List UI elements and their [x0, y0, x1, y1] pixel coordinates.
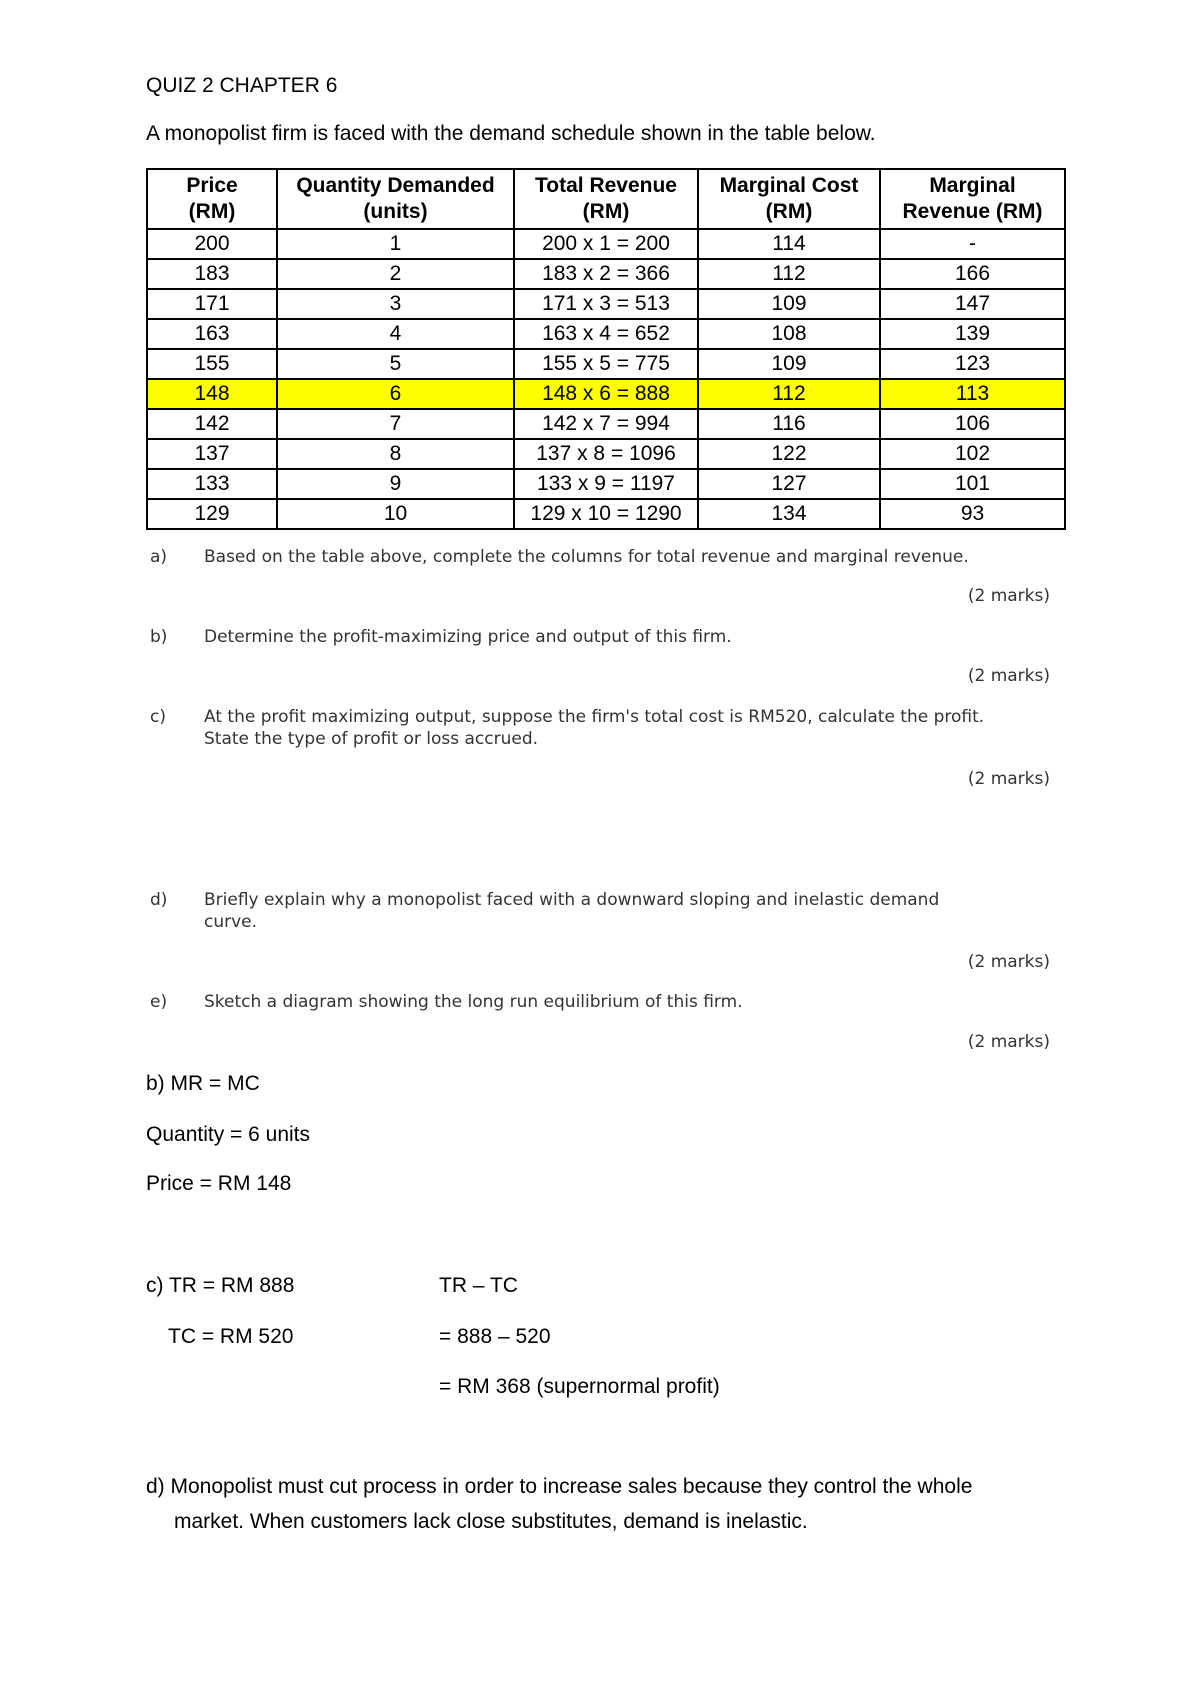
answer-d-line1: d) Monopolist must cut process in order to increase sales because they control the whole	[146, 1475, 973, 1498]
cell-total-revenue: 200 x 1 = 200	[514, 229, 698, 259]
cell-marginal-cost: 112	[698, 379, 880, 409]
cell-total-revenue: 163 x 4 = 652	[514, 319, 698, 349]
cell-marginal-cost: 109	[698, 289, 880, 319]
answer-b-line3: Price = RM 148	[146, 1172, 292, 1195]
cell-price: 171	[147, 289, 277, 319]
cell-marginal-cost: 127	[698, 469, 880, 499]
cell-marginal-cost: 114	[698, 229, 880, 259]
cell-marginal-cost: 134	[698, 499, 880, 529]
question-e-label: e)	[150, 992, 168, 1012]
cell-quantity: 1	[277, 229, 514, 259]
table-row	[147, 259, 1065, 289]
table-row	[147, 289, 1065, 319]
cell-price: 148	[147, 379, 277, 409]
question-c-text-line2: State the type of profit or loss accrued.	[204, 729, 539, 749]
question-c-text-line1: At the profit maximizing output, suppose the firm's total cost is RM520, calculate the profit.	[204, 707, 985, 727]
cell-quantity: 2	[277, 259, 514, 289]
header-total-revenue: Total Revenue (RM)	[514, 169, 698, 229]
question-a-text: Based on the table above, complete the columns for total revenue and marginal revenue.	[204, 547, 969, 567]
answer-c-result: = RM 368 (supernormal profit)	[439, 1375, 720, 1398]
cell-marginal-revenue: 101	[880, 469, 1065, 499]
cell-quantity: 10	[277, 499, 514, 529]
header-price: Price (RM)	[147, 169, 277, 229]
table-row	[147, 469, 1065, 499]
cell-price: 163	[147, 319, 277, 349]
question-d-marks: (2 marks)	[967, 952, 1050, 972]
answer-c-tr: c) TR = RM 888	[146, 1274, 295, 1297]
cell-marginal-revenue: 123	[880, 349, 1065, 379]
cell-price: 200	[147, 229, 277, 259]
cell-total-revenue: 133 x 9 = 1197	[514, 469, 698, 499]
cell-marginal-revenue: 113	[880, 379, 1065, 409]
table-row	[147, 439, 1065, 469]
intro-text: A monopolist firm is faced with the demand schedule shown in the table below.	[146, 122, 876, 145]
question-e-marks: (2 marks)	[967, 1032, 1050, 1052]
answer-c-tc: TC = RM 520	[168, 1325, 294, 1348]
question-a-label: a)	[150, 547, 168, 567]
cell-marginal-revenue: 139	[880, 319, 1065, 349]
table-row	[147, 229, 1065, 259]
cell-quantity: 8	[277, 439, 514, 469]
cell-marginal-revenue: 147	[880, 289, 1065, 319]
cell-price: 155	[147, 349, 277, 379]
cell-marginal-cost: 112	[698, 259, 880, 289]
cell-marginal-cost: 116	[698, 409, 880, 439]
cell-price: 137	[147, 439, 277, 469]
cell-quantity: 4	[277, 319, 514, 349]
cell-marginal-cost: 109	[698, 349, 880, 379]
cell-total-revenue: 142 x 7 = 994	[514, 409, 698, 439]
cell-marginal-revenue: -	[880, 229, 1065, 259]
cell-price: 133	[147, 469, 277, 499]
question-d-text-line1: Briefly explain why a monopolist faced with a downward sloping and inelastic demand	[204, 890, 940, 910]
answer-d-line2: market. When customers lack close substitutes, demand is inelastic.	[174, 1510, 808, 1533]
cell-marginal-cost: 122	[698, 439, 880, 469]
question-b-marks: (2 marks)	[967, 666, 1050, 686]
cell-marginal-revenue: 106	[880, 409, 1065, 439]
cell-total-revenue: 137 x 8 = 1096	[514, 439, 698, 469]
demand-schedule-table	[146, 168, 1066, 530]
header-marginal-cost: Marginal Cost (RM)	[698, 169, 880, 229]
question-b-text: Determine the profit-maximizing price and output of this firm.	[204, 627, 732, 647]
header-marginal-revenue: Marginal Revenue (RM)	[880, 169, 1065, 229]
question-b-label: b)	[150, 627, 168, 647]
cell-total-revenue: 171 x 3 = 513	[514, 289, 698, 319]
cell-marginal-revenue: 102	[880, 439, 1065, 469]
cell-marginal-revenue: 93	[880, 499, 1065, 529]
cell-total-revenue: 155 x 5 = 775	[514, 349, 698, 379]
cell-marginal-revenue: 166	[880, 259, 1065, 289]
question-d-label: d)	[150, 890, 168, 910]
table-row-highlighted	[147, 379, 1065, 409]
table-row	[147, 499, 1065, 529]
cell-price: 142	[147, 409, 277, 439]
question-e-text: Sketch a diagram showing the long run equilibrium of this firm.	[204, 992, 743, 1012]
cell-total-revenue: 148 x 6 = 888	[514, 379, 698, 409]
header-quantity: Quantity Demanded (units)	[277, 169, 514, 229]
cell-total-revenue: 183 x 2 = 366	[514, 259, 698, 289]
cell-total-revenue: 129 x 10 = 1290	[514, 499, 698, 529]
cell-quantity: 9	[277, 469, 514, 499]
question-c-label: c)	[150, 707, 166, 727]
cell-quantity: 7	[277, 409, 514, 439]
answer-b-line1: b) MR = MC	[146, 1072, 260, 1095]
question-d-text-line2: curve.	[204, 912, 258, 932]
table-row	[147, 349, 1065, 379]
cell-quantity: 5	[277, 349, 514, 379]
answer-b-line2: Quantity = 6 units	[146, 1123, 311, 1146]
cell-price: 183	[147, 259, 277, 289]
question-a-marks: (2 marks)	[967, 586, 1050, 606]
cell-quantity: 6	[277, 379, 514, 409]
cell-price: 129	[147, 499, 277, 529]
table-header-row	[147, 169, 1065, 229]
question-c-marks: (2 marks)	[967, 769, 1050, 789]
table-row	[147, 319, 1065, 349]
answer-c-formula: TR – TC	[439, 1274, 518, 1297]
cell-quantity: 3	[277, 289, 514, 319]
table-row	[147, 409, 1065, 439]
page-title: QUIZ 2 CHAPTER 6	[146, 74, 338, 97]
answer-c-substitution: = 888 – 520	[439, 1325, 551, 1348]
cell-marginal-cost: 108	[698, 319, 880, 349]
